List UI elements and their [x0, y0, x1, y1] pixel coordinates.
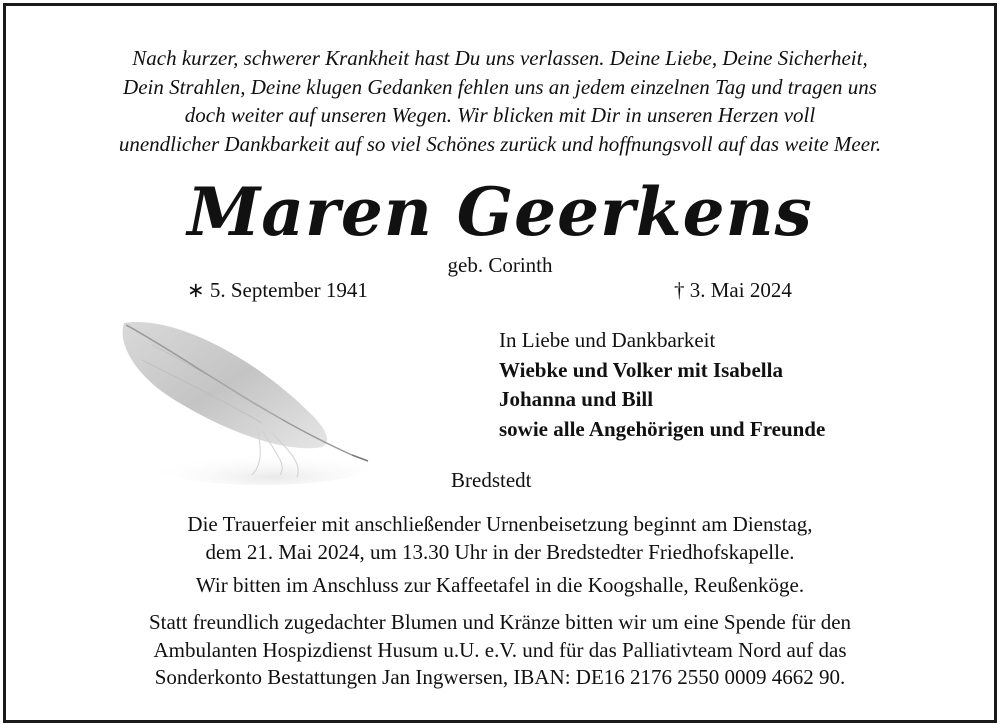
- feather-image: [112, 315, 374, 490]
- donation-note: [0, 609, 1000, 692]
- mourner-line: Wiebke und Volker mit Isabella: [499, 357, 783, 382]
- poem-line: Nach kurzer, schwerer Krankheit hast Du uns verlassen. Deine Liebe, Deine Sicherheit,: [132, 46, 868, 70]
- mourner-line: sowie alle Angehörigen und Freunde: [499, 416, 826, 441]
- funeral-line: Die Trauerfeier mit anschließender Urnenbeisetzung beginnt am Dienstag,: [187, 512, 813, 536]
- poem-line: doch weiter auf unseren Wegen. Wir blicken mit Dir in unseren Herzen voll: [184, 103, 816, 127]
- funeral-line: dem 21. Mai 2024, um 13.30 Uhr in der Bredstedter Friedhofskapelle.: [205, 539, 795, 564]
- death-date: † 3. Mai 2024: [674, 278, 792, 302]
- poem-text: [0, 44, 1000, 158]
- donation-line: Statt freundlich zugedachter Blumen und Kränze bitten wir um eine Spende für den: [148, 610, 852, 634]
- funeral-details: [0, 511, 1000, 566]
- donation-line: Sonderkonto Bestattungen Jan Ingwersen, IBAN: DE16 2176 2550 0009 4662 90.: [154, 665, 846, 689]
- maiden-name: geb. Corinth: [447, 253, 553, 277]
- mourners-block: [499, 326, 825, 444]
- poem-line: Dein Strahlen, Deine klugen Gedanken fehlen uns an jedem einzelnen Tag und tragen uns: [123, 74, 877, 99]
- mourners-intro: In Liebe und Dankbarkeit: [499, 328, 716, 352]
- mourner-line: Johanna und Bill: [499, 387, 654, 411]
- poem-line: unendlicher Dankbarkeit auf so viel Schönes zurück und hoffnungsvoll auf das weite Meer.: [118, 131, 882, 156]
- coffee-note: Wir bitten im Anschluss zur Kaffeetafel in die Koogshalle, Reußenköge.: [195, 573, 805, 597]
- birth-date: ∗ 5. September 1941: [187, 278, 368, 302]
- donation-line: Ambulanten Hospizdienst Husum u.U. e.V. und für das Palliativteam Nord auf das: [153, 637, 847, 662]
- deceased-name: Maren Geerkens: [187, 173, 813, 251]
- place-name: Bredstedt: [451, 468, 532, 492]
